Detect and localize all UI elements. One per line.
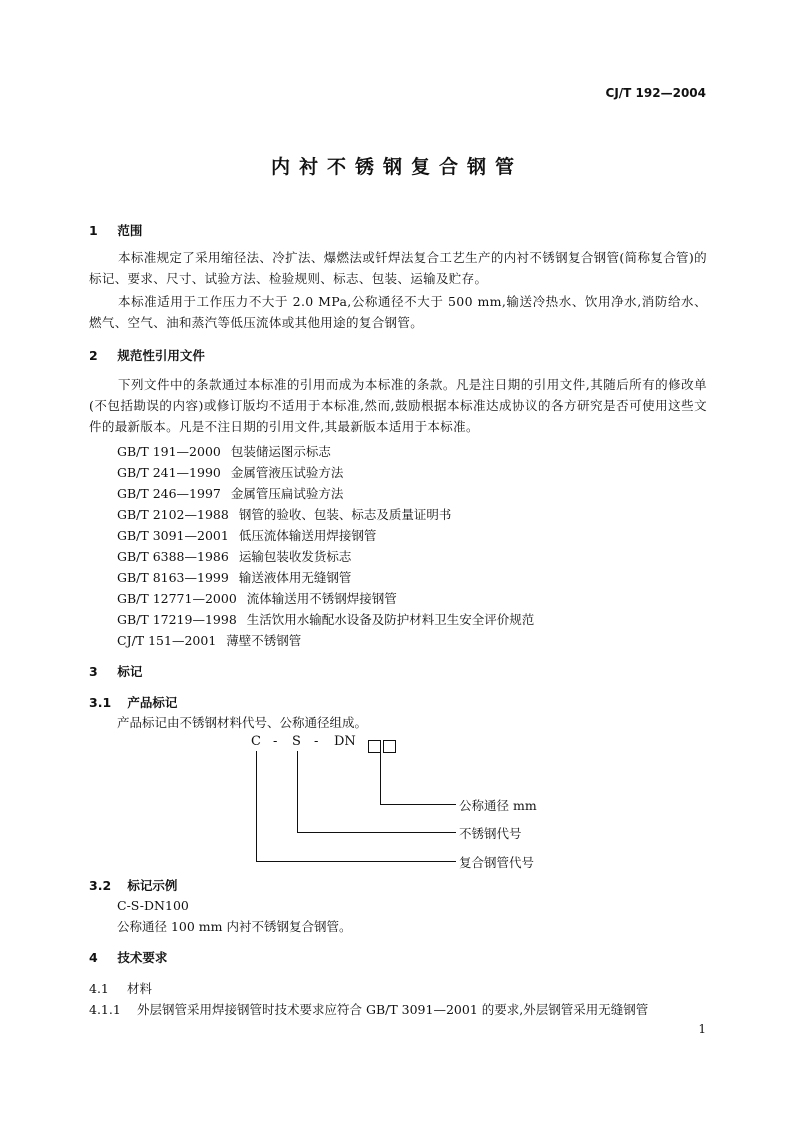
leader-line-size-h — [380, 804, 456, 805]
size-placeholder-boxes — [366, 737, 396, 756]
reference-title: 生活饮用水输配水设备及防护材料卫生安全评价规范 — [246, 612, 535, 627]
section-2-heading — [89, 346, 205, 364]
reference-item — [117, 610, 534, 628]
marking-s: S — [292, 734, 301, 749]
label-composite-code: 复合钢管代号 — [459, 855, 535, 870]
section-number: 4 — [89, 950, 98, 965]
reference-code: CJ/T 151—2001 — [117, 633, 217, 648]
label-stainless-code: 不锈钢代号 — [459, 826, 522, 841]
reference-code: GB/T 3091—2001 — [117, 528, 229, 543]
marking-dn: DN — [334, 734, 356, 749]
section-3-heading — [89, 662, 142, 680]
standard-code: CJ/T 192—2004 — [605, 86, 706, 100]
reference-item — [117, 589, 397, 607]
reference-title: 包装储运图示标志 — [230, 444, 331, 459]
reference-code: GB/T 12771—2000 — [117, 591, 237, 606]
section-number: 3 — [89, 664, 98, 679]
section-title: 材料 — [126, 981, 152, 996]
section-title: 规范性引用文件 — [117, 348, 205, 363]
document-title: 内衬不锈钢复合钢管 — [270, 156, 523, 178]
reference-item — [117, 526, 376, 544]
leader-line-composite — [256, 751, 257, 861]
reference-item — [117, 442, 331, 460]
subsection-4-1-heading — [89, 978, 152, 999]
reference-item — [117, 463, 343, 481]
section-title: 产品标记 — [127, 695, 178, 710]
section-number: 4.1 — [89, 981, 109, 996]
section-number: 1 — [89, 223, 98, 238]
section-number: 2 — [89, 348, 98, 363]
placeholder-box — [368, 740, 381, 753]
reference-title: 运输包装收发货标志 — [238, 549, 352, 564]
marking-c: C — [251, 734, 261, 749]
marking-dash: - — [273, 734, 278, 749]
subsection-3-1-heading — [89, 693, 177, 711]
marking-example: C-S-DN100 — [117, 898, 189, 913]
clause-text: 外层钢管采用焊接钢管时技术要求应符合 GB/T 3091—2001 的要求,外层钢管采用无缝钢管 — [136, 1002, 649, 1017]
reference-item — [117, 505, 451, 523]
leader-line-size — [380, 753, 381, 804]
reference-item — [117, 631, 301, 649]
reference-code: GB/T 191—2000 — [117, 444, 221, 459]
reference-code: GB/T 241—1990 — [117, 465, 221, 480]
reference-code: GB/T 6388—1986 — [117, 549, 229, 564]
reference-item — [117, 547, 351, 565]
reference-title: 输送液体用无缝钢管 — [238, 570, 352, 585]
reference-title: 薄壁不锈钢管 — [226, 633, 302, 648]
reference-title: 流体输送用不锈钢焊接钢管 — [246, 591, 397, 606]
reference-title: 金属管压扁试验方法 — [230, 486, 344, 501]
reference-code: GB/T 2102—1988 — [117, 507, 229, 522]
section-title: 范围 — [117, 223, 143, 238]
leader-line-composite-h — [256, 861, 456, 862]
reference-code: GB/T 17219—1998 — [117, 612, 237, 627]
section-number: 3.1 — [89, 695, 112, 710]
marking-description: 产品标记由不锈钢材料代号、公称通径组成。 — [117, 715, 368, 730]
leader-line-stainless — [297, 751, 298, 832]
marking-example-explanation: 公称通径 100 mm 内衬不锈钢复合钢管。 — [117, 919, 352, 934]
section-title: 标记 — [117, 664, 143, 679]
reference-title: 金属管液压试验方法 — [230, 465, 344, 480]
section-title: 技术要求 — [117, 950, 168, 965]
reference-item — [117, 568, 351, 586]
label-nominal-size: 公称通径 mm — [459, 798, 537, 813]
scope-paragraph-1: 本标准规定了采用缩径法、冷扩法、爆燃法或钎焊法复合工艺生产的内衬不锈钢复合钢管(简称复合管)的标记、要求、尺寸、试验方法、检验规则、标志、包装、运输及贮存。 — [89, 250, 707, 286]
scope-paragraph-2: 本标准适用于工作压力不大于 2.0 MPa,公称通径不大于 500 mm,输送冷热水、饮用净水,消防给水、燃气、空气、油和蒸汽等低压流体或其他用途的复合钢管。 — [89, 294, 707, 330]
clause-number: 4.1.1 — [89, 1002, 121, 1017]
subsection-3-2-heading — [89, 876, 177, 894]
placeholder-box — [383, 740, 396, 753]
reference-item — [117, 484, 343, 502]
page-number: 1 — [698, 1022, 706, 1036]
reference-code: GB/T 246—1997 — [117, 486, 221, 501]
section-1-heading — [89, 221, 142, 239]
section-title: 标记示例 — [127, 878, 178, 893]
marking-dash: - — [314, 734, 319, 749]
reference-code: GB/T 8163—1999 — [117, 570, 229, 585]
clause-4-1-1 — [89, 999, 648, 1020]
section-4-heading — [89, 948, 167, 966]
leader-line-stainless-h — [297, 832, 456, 833]
reference-title: 钢管的验收、包装、标志及质量证明书 — [238, 507, 452, 522]
reference-title: 低压流体输送用焊接钢管 — [238, 528, 377, 543]
references-intro: 下列文件中的条款通过本标准的引用而成为本标准的条款。凡是注日期的引用文件,其随后所有的修改单(不包括勘误的内容)或修订版均不适用于本标准,然而,鼓励根据本标准达成协议的各方研究是否可使用这些文件的最新版本。凡是不注日期的引用文件,其最新版本适用于本标准。 — [89, 377, 707, 434]
section-number: 3.2 — [89, 878, 112, 893]
